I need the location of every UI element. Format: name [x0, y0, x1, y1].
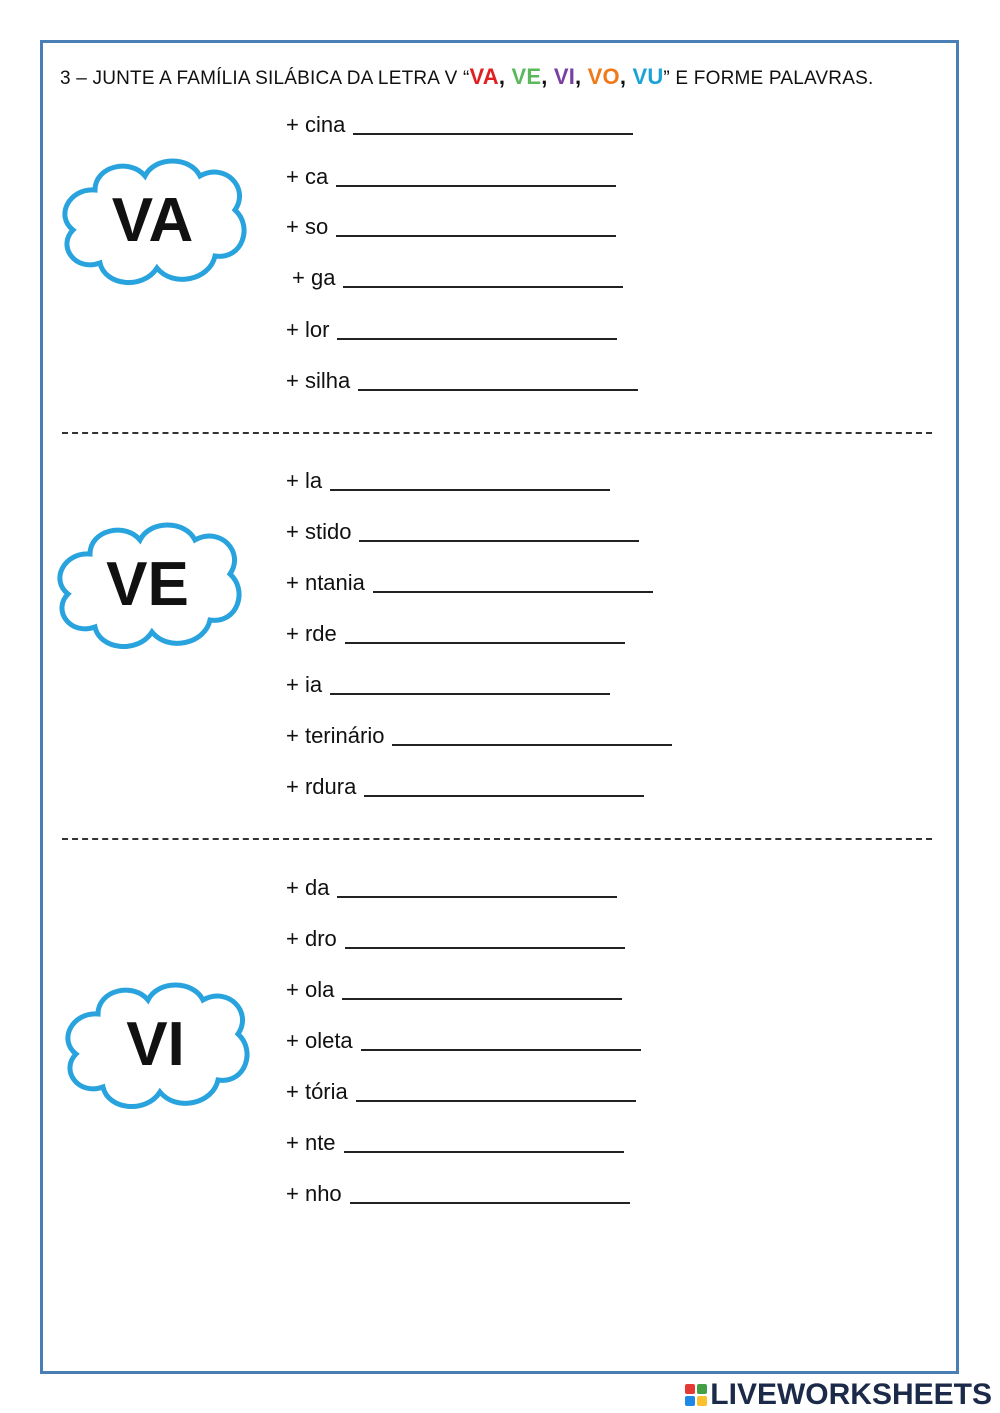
word-item: + ga: [292, 265, 623, 291]
answer-blank[interactable]: [361, 1049, 641, 1051]
cloud-label-va: VA: [111, 186, 194, 255]
word-item: + cina: [286, 112, 633, 138]
exercise-title: [60, 64, 873, 90]
answer-blank[interactable]: [345, 642, 625, 644]
word-item: + rde: [286, 621, 625, 647]
answer-blank[interactable]: [356, 1100, 636, 1102]
answer-blank[interactable]: [350, 1202, 630, 1204]
word-item: + ia: [286, 672, 610, 698]
syllable-vu: VU: [632, 64, 664, 89]
answer-blank[interactable]: [337, 896, 617, 898]
answer-blank[interactable]: [392, 744, 672, 746]
answer-blank[interactable]: [337, 338, 617, 340]
separator: ,: [619, 64, 633, 89]
answer-blank[interactable]: [330, 489, 610, 491]
word-item: + ntania: [286, 570, 653, 596]
section-divider: [62, 432, 932, 434]
cloud-ve: [50, 512, 245, 657]
cloud-label-ve: VE: [106, 550, 189, 619]
word-item: + ca: [286, 164, 616, 190]
syllable-vi: VI: [553, 64, 576, 89]
word-item: + da: [286, 875, 617, 901]
section-divider: [62, 838, 932, 840]
syllable-vo: VO: [587, 64, 620, 89]
answer-blank[interactable]: [343, 286, 623, 288]
cloud-vi: [58, 972, 253, 1117]
separator: ,: [575, 64, 588, 89]
answer-blank[interactable]: [342, 998, 622, 1000]
word-item: + la: [286, 468, 610, 494]
word-item: + tória: [286, 1079, 636, 1105]
word-item: + rdura: [286, 774, 644, 800]
answer-blank[interactable]: [345, 947, 625, 949]
answer-blank[interactable]: [330, 693, 610, 695]
cloud-va: [55, 148, 250, 293]
syllable-ve: VE: [511, 64, 542, 89]
answer-blank[interactable]: [358, 389, 638, 391]
brand-text: LIVEWORKSHEETS: [710, 1378, 992, 1411]
separator: ,: [541, 64, 554, 89]
word-item: + nho: [286, 1181, 630, 1207]
separator: ,: [498, 64, 512, 89]
liveworksheets-brand[interactable]: [685, 1378, 992, 1412]
answer-blank[interactable]: [353, 133, 633, 135]
word-item: + terinário: [286, 723, 672, 749]
answer-blank[interactable]: [336, 235, 616, 237]
word-item: + lor: [286, 317, 617, 343]
answer-blank[interactable]: [359, 540, 639, 542]
title-suffix: ” E FORME PALAVRAS.: [663, 68, 874, 89]
word-item: + stido: [286, 519, 639, 545]
word-item: + oleta: [286, 1028, 641, 1054]
liveworksheets-logo-icon: [685, 1384, 707, 1406]
word-item: + silha: [286, 368, 638, 394]
word-item: + nte: [286, 1130, 624, 1156]
answer-blank[interactable]: [344, 1151, 624, 1153]
answer-blank[interactable]: [373, 591, 653, 593]
title-prefix: 3 – JUNTE A FAMÍLIA SILÁBICA DA LETRA V “: [60, 68, 470, 89]
cloud-label-vi: VI: [126, 1010, 185, 1079]
word-item: + so: [286, 214, 616, 240]
answer-blank[interactable]: [364, 795, 644, 797]
word-item: + ola: [286, 977, 622, 1003]
syllable-va: VA: [469, 64, 499, 89]
answer-blank[interactable]: [336, 185, 616, 187]
word-item: + dro: [286, 926, 625, 952]
